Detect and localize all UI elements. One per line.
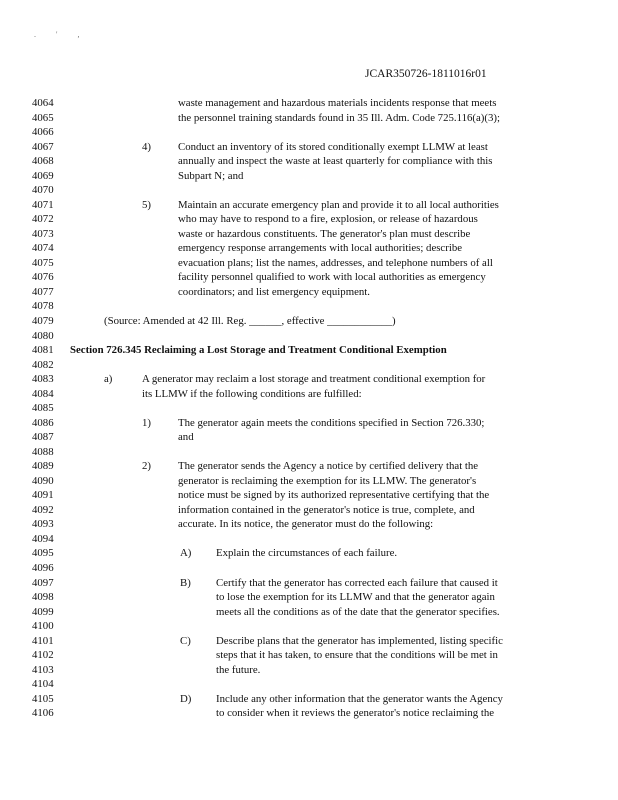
line-text: and (178, 431, 194, 444)
line-text: evacuation plans; list the names, addresses, and telephone numbers of all (178, 256, 493, 269)
enumeration-label: B) (180, 576, 191, 589)
line-number: 4069 (32, 169, 54, 182)
line-number: 4082 (32, 358, 54, 371)
document-id-header: JCAR350726-1811016r01 (365, 68, 487, 80)
enumeration-label: 2) (142, 460, 151, 473)
line-text: A generator may reclaim a lost storage and treatment conditional exemption for (142, 373, 486, 386)
line-number: 4087 (32, 431, 54, 444)
line-text: Certify that the generator has corrected each failure that caused it (216, 576, 498, 589)
document-line (0, 590, 618, 604)
line-number: 4105 (32, 692, 54, 705)
enumeration-label: C) (180, 634, 191, 647)
document-line (0, 677, 618, 691)
line-number: 4081 (32, 344, 54, 356)
document-line (0, 111, 618, 125)
line-number: 4075 (32, 256, 54, 269)
line-number: 4078 (32, 300, 54, 313)
document-line (0, 343, 618, 357)
document-line (0, 648, 618, 662)
line-number: 4104 (32, 678, 54, 691)
line-number: 4098 (32, 591, 54, 603)
line-text: its LLMW if the following conditions are fulfilled: (142, 387, 362, 400)
line-number: 4093 (32, 518, 54, 531)
document-line (0, 227, 618, 241)
enumeration-label: 1) (142, 416, 151, 429)
document-line (0, 96, 618, 110)
line-number: 4101 (32, 634, 54, 647)
document-line (0, 445, 618, 459)
line-text: (Source: Amended at 42 Ill. Reg. ______, effective ____________) (104, 314, 396, 327)
line-number: 4065 (32, 111, 54, 124)
line-text: the personnel training standards found in 35 Ill. Adm. Code 725.116(a)(3); (178, 111, 500, 124)
line-number: 4080 (32, 329, 54, 342)
line-text: meets all the conditions as of the date that the generator specifies. (216, 605, 500, 618)
line-number: 4085 (32, 402, 54, 415)
line-text: information contained in the generator's notice is true, complete, and (178, 503, 475, 516)
line-number: 4100 (32, 620, 54, 633)
document-line (0, 430, 618, 444)
line-text: Explain the circumstances of each failure. (216, 547, 398, 560)
line-number: 4072 (32, 213, 54, 226)
section-heading: Section 726.345 Reclaiming a Lost Storage and Treatment Conditional Exemption (70, 344, 447, 356)
document-line (0, 561, 618, 575)
document-line (0, 154, 618, 168)
line-number: 4076 (32, 271, 54, 284)
document-line (0, 329, 618, 343)
line-text: generator is reclaiming the exemption for its LLMW. The generator's (178, 474, 477, 487)
document-line (0, 183, 618, 197)
line-number: 4090 (32, 474, 54, 487)
line-text: Conduct an inventory of its stored conditionally exempt LLMW at least (178, 140, 488, 153)
document-line (0, 285, 618, 299)
line-text: The generator again meets the conditions specified in Section 726.330; (178, 416, 485, 429)
line-text: accurate. In its notice, the generator must do the following: (178, 518, 434, 531)
document-line (0, 634, 618, 648)
document-line (0, 358, 618, 372)
line-text: Maintain an accurate emergency plan and provide it to all local authorities (178, 198, 499, 211)
scan-specks: . ' , (34, 30, 89, 39)
document-line (0, 517, 618, 531)
line-number: 4089 (32, 460, 54, 473)
line-text: waste management and hazardous materials incidents response that meets (178, 97, 497, 109)
line-number: 4102 (32, 649, 54, 662)
enumeration-label: A) (180, 547, 192, 560)
line-number: 4083 (32, 373, 54, 386)
document-line (0, 576, 618, 590)
document-line (0, 256, 618, 270)
document-line (0, 459, 618, 473)
line-number: 4064 (32, 97, 54, 109)
line-number: 4070 (32, 184, 54, 197)
document-line (0, 169, 618, 183)
line-number: 4099 (32, 605, 54, 618)
enumeration-label: 4) (142, 140, 151, 153)
line-text: Describe plans that the generator has implemented, listing specific (216, 634, 503, 647)
document-line (0, 387, 618, 401)
line-text: to lose the exemption for its LLMW and that the generator again (216, 591, 495, 603)
document-line (0, 241, 618, 255)
line-number: 4067 (32, 140, 54, 153)
line-number: 4084 (32, 387, 54, 400)
line-number: 4106 (32, 707, 54, 720)
document-line (0, 503, 618, 517)
line-number: 4071 (32, 198, 54, 211)
document-line (0, 401, 618, 415)
line-text: Subpart N; and (178, 169, 244, 182)
line-text: to consider when it reviews the generator's notice reclaiming the (216, 707, 495, 720)
line-text: Include any other information that the generator wants the Agency (216, 692, 503, 705)
line-number: 4068 (32, 155, 54, 168)
enumeration-label: D) (180, 692, 192, 705)
document-line (0, 212, 618, 226)
document-line (0, 198, 618, 212)
document-line (0, 372, 618, 386)
line-number: 4096 (32, 562, 54, 574)
document-line (0, 605, 618, 619)
line-text: waste or hazardous constituents. The generator's plan must describe (178, 227, 471, 240)
line-number: 4073 (32, 227, 54, 240)
line-text: emergency response arrangements with local authorities; describe (178, 242, 463, 255)
document-line (0, 546, 618, 560)
document-line (0, 692, 618, 706)
enumeration-label: 5) (142, 198, 151, 211)
line-number: 4079 (32, 314, 54, 327)
document-line (0, 314, 618, 328)
line-text: notice must be signed by its authorized representative certifying that the (178, 489, 490, 502)
document-line (0, 532, 618, 546)
line-number: 4074 (32, 242, 54, 255)
document-line (0, 125, 618, 139)
line-text: The generator sends the Agency a notice by certified delivery that the (178, 460, 479, 473)
line-text: facility personnel qualified to work with local authorities as emergency (178, 271, 486, 284)
document-line (0, 474, 618, 488)
enumeration-label: a) (104, 373, 113, 386)
line-number: 4066 (32, 126, 54, 139)
line-number: 4097 (32, 576, 54, 589)
document-line (0, 270, 618, 284)
line-text: steps that it has taken, to ensure that the conditions will be met in (216, 649, 498, 662)
document-line (0, 299, 618, 313)
document-line (0, 488, 618, 502)
line-text: the future. (216, 663, 261, 676)
line-text: coordinators; and list emergency equipment. (178, 285, 370, 298)
line-number: 4086 (32, 416, 54, 429)
line-number: 4077 (32, 285, 54, 298)
line-number: 4103 (32, 663, 54, 676)
line-text: annually and inspect the waste at least quarterly for compliance with this (178, 155, 493, 168)
line-text: who may have to respond to a fire, explosion, or release of hazardous (178, 213, 478, 226)
line-number: 4092 (32, 503, 54, 516)
document-line (0, 140, 618, 154)
line-number: 4095 (32, 547, 54, 560)
document-line (0, 416, 618, 430)
document-line (0, 619, 618, 633)
line-number: 4088 (32, 445, 54, 458)
line-number: 4094 (32, 532, 54, 545)
document-line (0, 663, 618, 677)
line-number: 4091 (32, 489, 54, 502)
document-line (0, 706, 618, 720)
